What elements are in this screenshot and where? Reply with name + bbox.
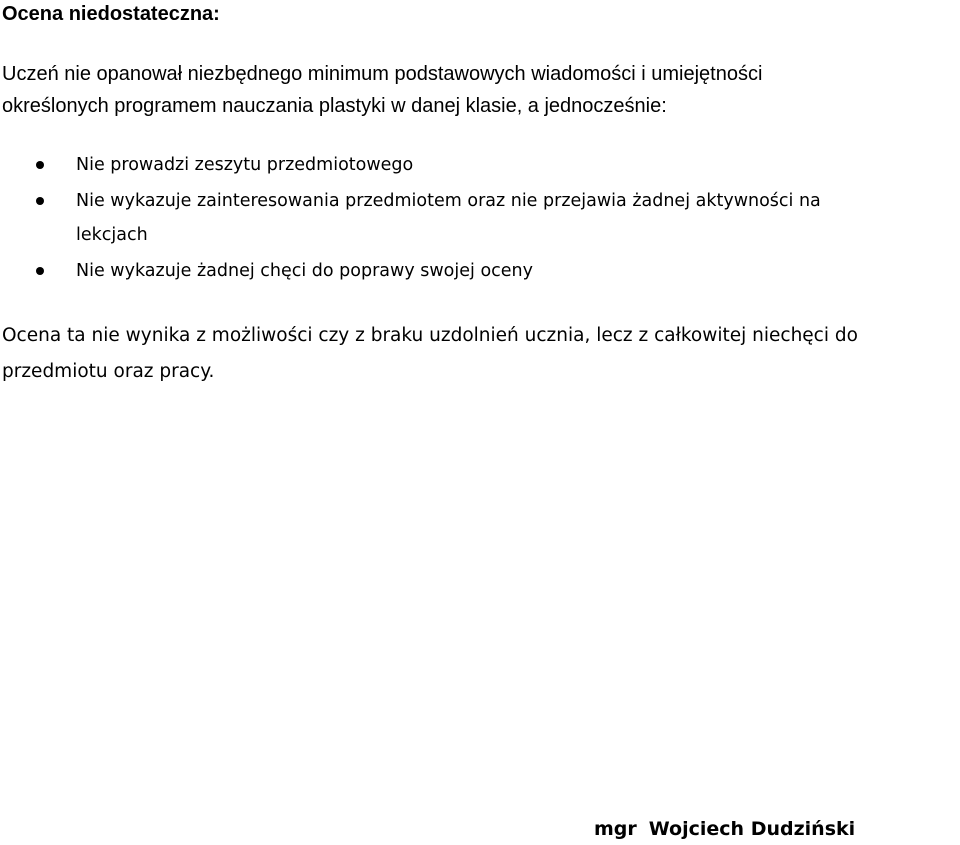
list-item-text: Nie wykazuje żadnej chęci do poprawy swojej oceny bbox=[76, 261, 533, 281]
intro-paragraph bbox=[2, 58, 762, 122]
list-item-text: Nie wykazuje zainteresowania przedmiotem oraz nie przejawia żadnej aktywności na bbox=[76, 191, 821, 211]
criteria-list bbox=[0, 148, 960, 290]
closing-line-1: Ocena ta nie wynika z możliwości czy z braku uzdolnień ucznia, lecz z całkowitej niechęci do bbox=[2, 325, 858, 346]
author-title: mgr bbox=[594, 818, 637, 840]
author-signature bbox=[594, 816, 855, 842]
closing-paragraph bbox=[2, 318, 858, 390]
closing-line-2: przedmiotu oraz pracy. bbox=[2, 361, 215, 382]
intro-line-2: określonych programem nauczania plastyki w danej klasie, a jednocześnie: bbox=[2, 95, 667, 117]
bullet-icon bbox=[36, 267, 44, 275]
intro-line-1: Uczeń nie opanował niezbędnego minimum podstawowych wiadomości i umiejętności bbox=[2, 63, 763, 85]
grade-heading: Ocena niedostateczna: bbox=[2, 3, 220, 25]
list-item bbox=[0, 254, 960, 288]
list-item-text: Nie prowadzi zeszytu przedmiotowego bbox=[76, 155, 414, 175]
bullet-icon bbox=[36, 161, 44, 169]
list-item bbox=[0, 184, 960, 252]
author-name: Wojciech Dudziński bbox=[648, 818, 856, 840]
bullet-icon bbox=[36, 197, 44, 205]
list-item-text-continued: lekcjach bbox=[76, 225, 148, 245]
list-item bbox=[0, 148, 960, 182]
